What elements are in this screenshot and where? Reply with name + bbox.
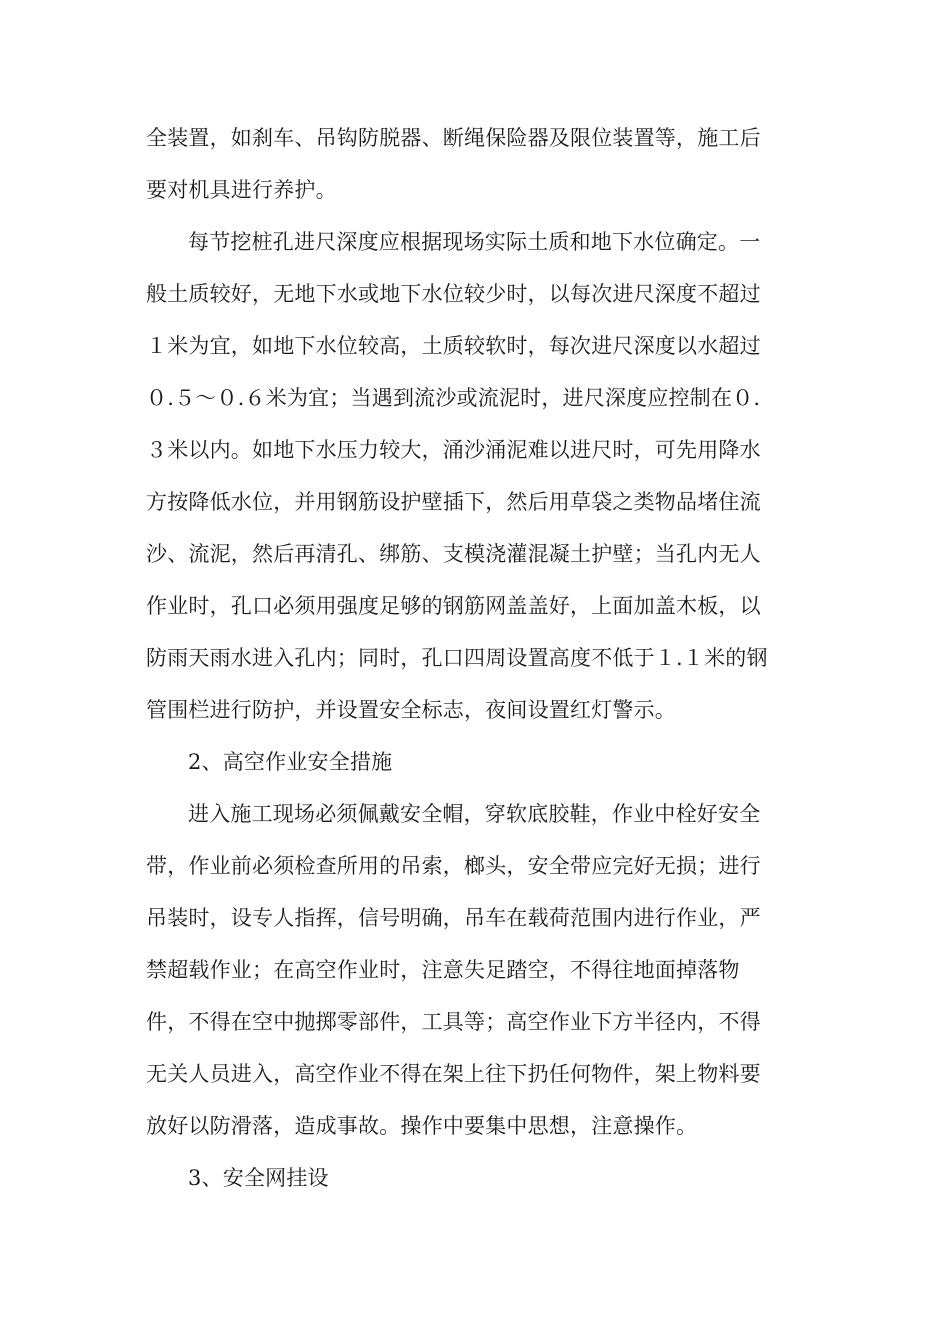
text-line: 要对机具进行养护。 xyxy=(146,178,337,202)
section-heading: 3、安全网挂设 xyxy=(188,1166,329,1190)
text-line: 放好以防滑落，造成事故。操作中要集中思想，注意操作。 xyxy=(146,1114,698,1138)
paragraph-start-line: 进入施工现场必须佩戴安全帽，穿软底胶鞋，作业中栓好安全 xyxy=(188,802,761,826)
section-heading: 2、高空作业安全措施 xyxy=(188,750,393,774)
text-line: 作业时，孔口必须用强度足够的钢筋网盖盖好，上面加盖木板，以 xyxy=(146,594,761,618)
text-line: 全装置，如刹车、吊钩防脱器、断绳保险器及限位装置等，施工后 xyxy=(146,126,761,150)
text-line: 吊装时，设专人指挥，信号明确，吊车在载荷范围内进行作业，严 xyxy=(146,906,761,930)
text-line: 无关人员进入，高空作业不得在架上往下扔任何物件，架上物料要 xyxy=(146,1062,761,1086)
text-line: 管围栏进行防护，并设置安全标志，夜间设置红灯警示。 xyxy=(146,698,676,722)
text-line: 方按降低水位，并用钢筋设护壁插下，然后用草袋之类物品堵住流 xyxy=(146,490,761,514)
text-line: ０.５～０.６米为宜；当遇到流沙或流泥时，进尺深度应控制在０. xyxy=(146,386,761,410)
document-body xyxy=(146,112,806,1204)
text-line: 沙、流泥，然后再清孔、绑筋、支模浇灌混凝土护壁；当孔内无人 xyxy=(146,542,761,566)
paragraph-start-line: 每节挖桩孔进尺深度应根据现场实际土质和地下水位确定。一 xyxy=(188,230,761,254)
text-line: 禁超载作业；在高空作业时，注意失足踏空，不得往地面掉落物 xyxy=(146,958,740,982)
text-line: １米为宜，如地下水位较高，土质较软时，每次进尺深度以水超过 xyxy=(146,334,761,358)
text-line: 带，作业前必须检查所用的吊索，榔头，安全带应完好无损；进行 xyxy=(146,854,761,878)
text-line: 防雨天雨水进入孔内；同时，孔口四周设置高度不低于１.１米的钢 xyxy=(146,646,768,670)
text-line: 般土质较好，无地下水或地下水位较少时，以每次进尺深度不超过 xyxy=(146,282,761,306)
text-line: ３米以内。如地下水压力较大，涌沙涌泥难以进尺时，可先用降水 xyxy=(146,438,761,462)
text-line: 件，不得在空中抛掷零部件，工具等；高空作业下方半径内，不得 xyxy=(146,1010,761,1034)
